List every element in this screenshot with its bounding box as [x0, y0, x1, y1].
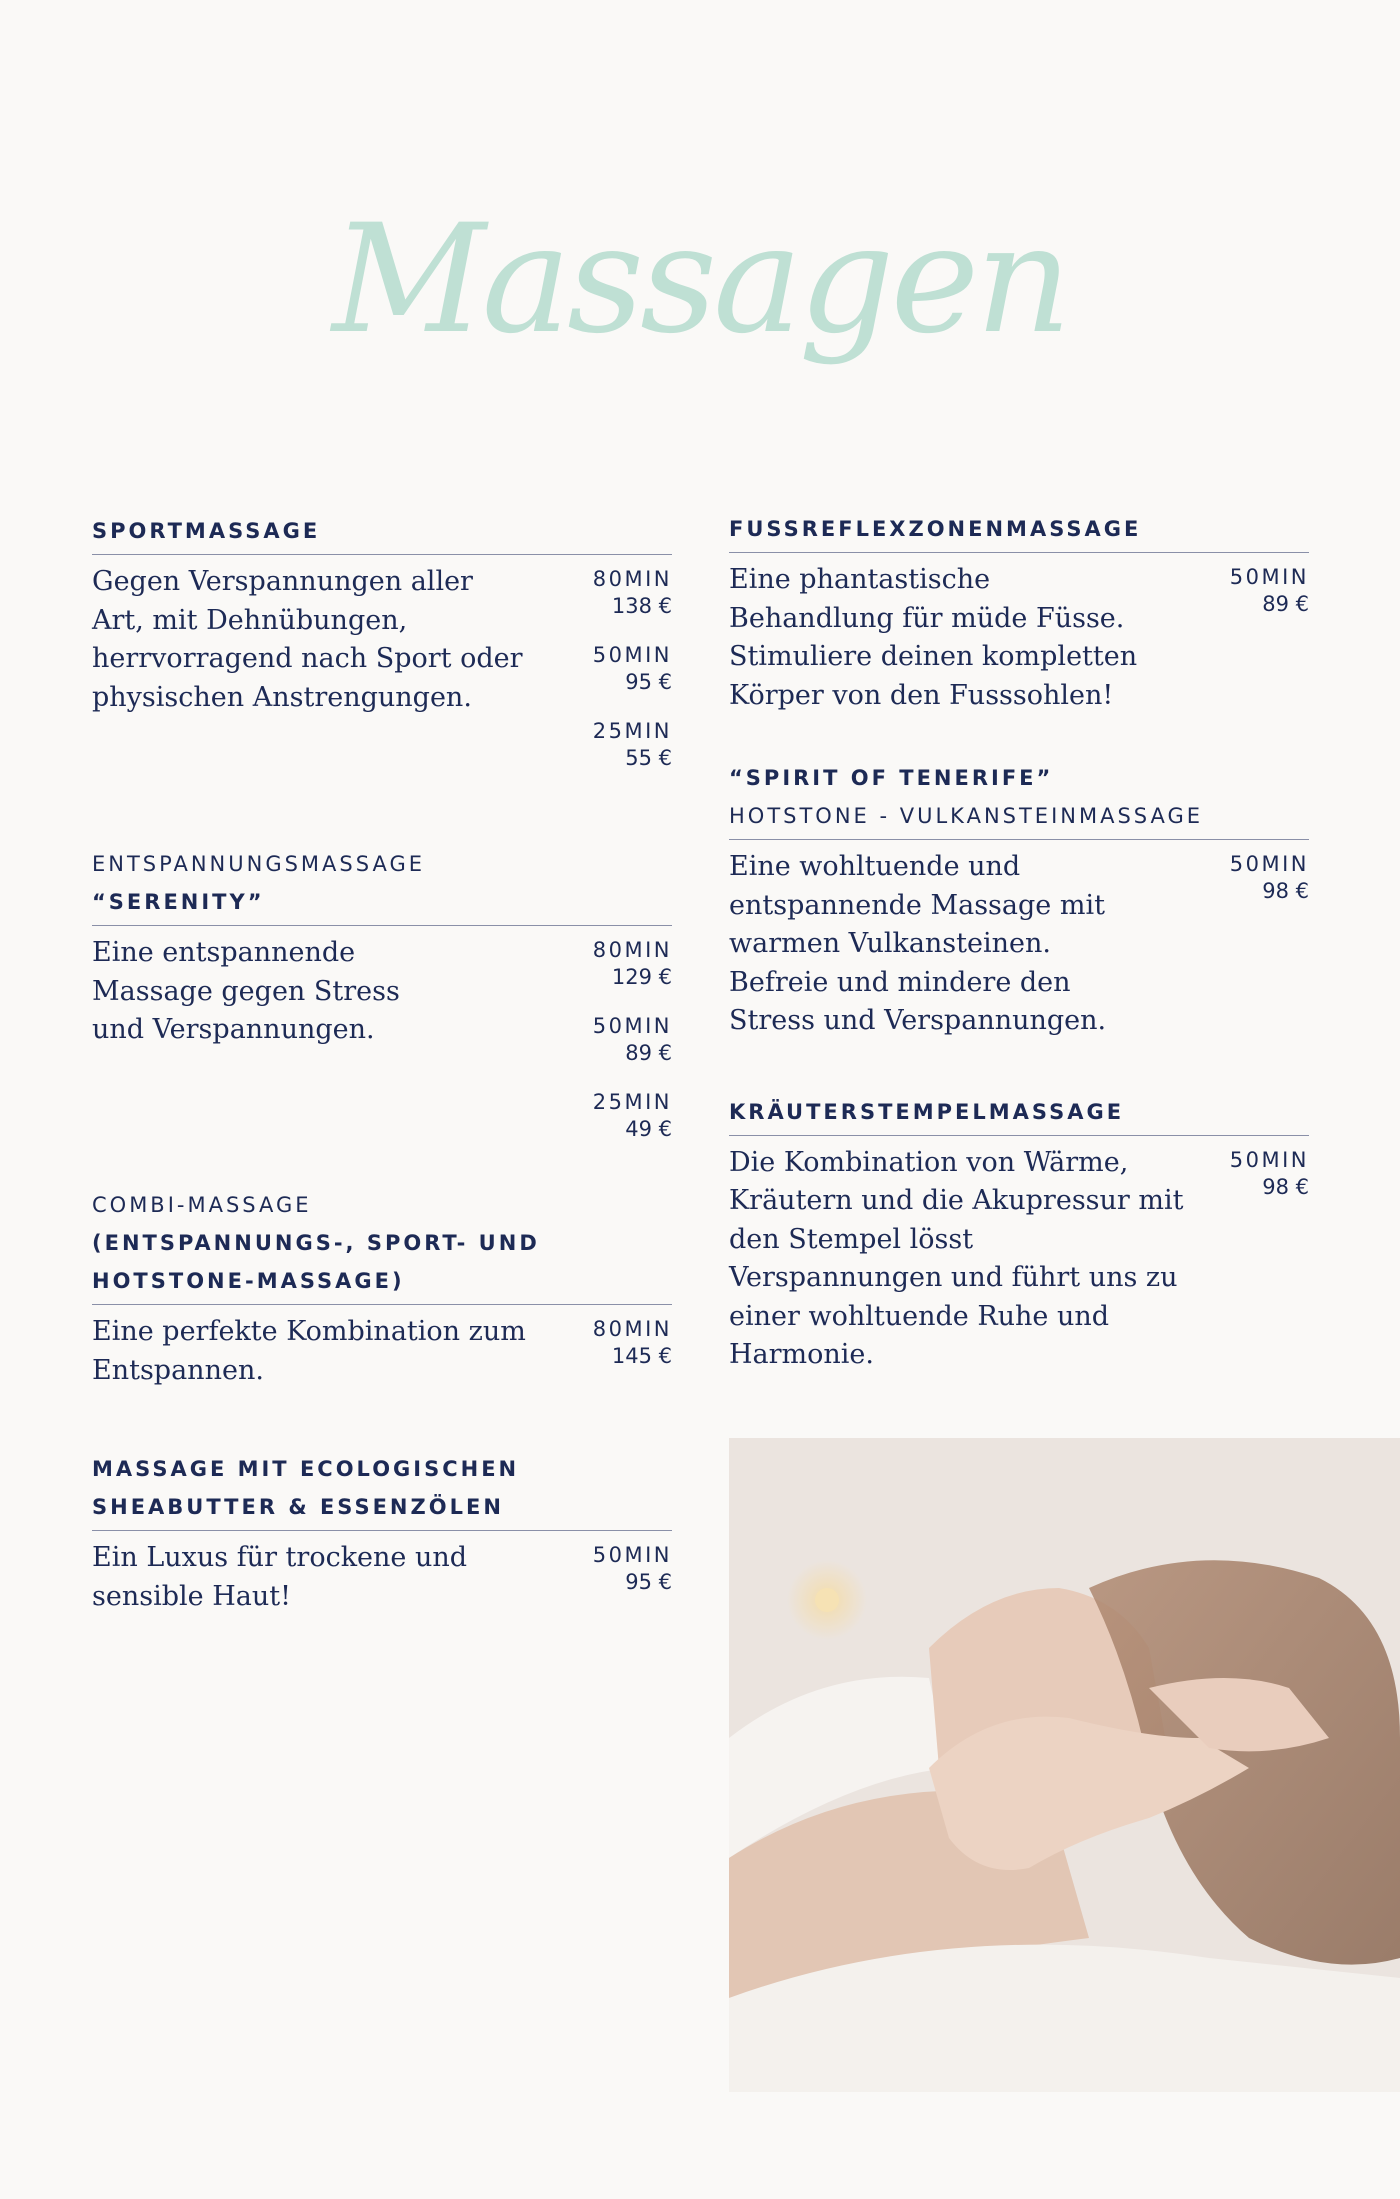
heading-line: FUSSREFLEXZONENMASSAGE: [729, 517, 1142, 541]
price: 129 €: [611, 965, 672, 989]
section-heading: [92, 845, 672, 921]
price-item: [593, 718, 672, 771]
section-heading: [92, 1450, 672, 1526]
duration: 25MIN: [592, 1090, 672, 1114]
section-sheabutter-massage: [92, 1450, 672, 1616]
heading-line: MASSAGE MIT ECOLOGISCHEN: [92, 1457, 520, 1481]
duration: 25MIN: [592, 719, 672, 743]
divider: [729, 552, 1309, 553]
heading-line: “SPIRIT OF TENERIFE”: [729, 766, 1054, 790]
price-item: [1230, 1147, 1309, 1200]
duration: 50MIN: [1229, 565, 1309, 589]
divider: [729, 1135, 1309, 1136]
description: Eine wohltuende und entspannende Massage mit warmen Vulkansteinen. Befreie und mindere den Stress und Verspannungen.: [729, 851, 1107, 1036]
section-body: [92, 563, 672, 771]
section-heading: [729, 510, 1309, 548]
price: 145 €: [611, 1344, 672, 1368]
price-item: [593, 566, 672, 619]
heading-line: (ENTSPANNUNGS-, SPORT- UND: [92, 1231, 540, 1255]
description: Eine phantastische Behandlung für müde Füsse. Stimuliere deinen kompletten Körper von den Fusssohlen!: [729, 564, 1138, 711]
section-body: [729, 1144, 1309, 1375]
price-list: [593, 1542, 672, 1616]
price-item: [593, 1013, 672, 1066]
price-list: [1230, 851, 1309, 1041]
massage-illustration: [729, 1438, 1400, 2092]
price: 49 €: [625, 1117, 672, 1141]
section-body: [92, 934, 672, 1142]
section-body: [92, 1539, 672, 1616]
price: 95 €: [625, 1570, 672, 1594]
price: 95 €: [625, 670, 672, 694]
heading-line: HOTSTONE-MASSAGE): [92, 1269, 405, 1293]
divider: [729, 839, 1309, 840]
heading-line: SPORTMASSAGE: [92, 519, 321, 543]
heading-line: SHEABUTTER & ESSENZÖLEN: [92, 1495, 504, 1519]
price: 55 €: [625, 746, 672, 770]
section-heading: [92, 1186, 672, 1300]
description: Eine perfekte Kombination zum Entspannen.: [92, 1316, 526, 1386]
heading-line: ENTSPANNUNGSMASSAGE: [92, 852, 425, 876]
price: 89 €: [1262, 592, 1309, 616]
duration: 50MIN: [592, 1014, 672, 1038]
price-item: [1230, 564, 1309, 617]
price-list: [1230, 564, 1309, 715]
heading-line: KRÄUTERSTEMPELMASSAGE: [729, 1099, 1125, 1124]
price-item: [1230, 851, 1309, 904]
section-combi-massage: [92, 1186, 672, 1390]
price-list: [593, 937, 672, 1142]
section-body: [729, 848, 1309, 1041]
price: 89 €: [625, 1041, 672, 1065]
divider: [92, 1530, 672, 1531]
price-item: [593, 1089, 672, 1142]
duration: 50MIN: [1229, 852, 1309, 876]
section-kraeuterstempelmassage: [729, 1093, 1309, 1375]
left-column: [92, 512, 672, 1616]
price-list: [593, 566, 672, 771]
price: 98 €: [1262, 1174, 1309, 1199]
description: Eine entspannende Massage gegen Stress und Verspannungen.: [92, 937, 400, 1045]
section-entspannungsmassage: [92, 845, 672, 1142]
description: Ein Luxus für trockene und sensible Haut!: [92, 1542, 468, 1612]
section-heading: [729, 759, 1309, 835]
heading-line: HOTSTONE - VULKANSTEINMASSAGE: [729, 804, 1204, 828]
price-list: [1230, 1147, 1309, 1375]
section-sportmassage: [92, 512, 672, 771]
divider: [92, 1304, 672, 1305]
price-list: [593, 1316, 672, 1390]
divider: [92, 554, 672, 555]
description: Gegen Verspannungen aller Art, mit Dehnübungen, herrvorragend nach Sport oder physischen Anstrengungen.: [92, 566, 523, 713]
price: 138 €: [611, 594, 672, 618]
section-fussreflexzonenmassage: [729, 510, 1309, 715]
price-item: [593, 642, 672, 695]
section-body: [92, 1313, 672, 1390]
duration: 50MIN: [1229, 1147, 1309, 1172]
divider: [92, 925, 672, 926]
massage-photo: [729, 1438, 1400, 2092]
page-title: Massagen: [332, 193, 1068, 367]
duration: 80MIN: [592, 1317, 672, 1341]
section-hotstone-massage: [729, 759, 1309, 1041]
price-item: [593, 937, 672, 990]
heading-line: “SERENITY”: [92, 890, 265, 914]
heading-line: COMBI-MASSAGE: [92, 1193, 312, 1217]
price: 98 €: [1262, 879, 1309, 903]
duration: 80MIN: [592, 938, 672, 962]
section-body: [729, 561, 1309, 715]
price-item: [593, 1542, 672, 1595]
description: Die Kombination von Wärme, Kräutern und die Akupressur mit den Stempel lösst Verspannungen und führt uns zu einer wohltuende Ruhe und Harmonie.: [729, 1146, 1184, 1370]
section-heading: [92, 512, 672, 550]
right-column: [729, 510, 1309, 1375]
duration: 50MIN: [592, 643, 672, 667]
duration: 80MIN: [592, 567, 672, 591]
duration: 50MIN: [592, 1543, 672, 1567]
price-item: [593, 1316, 672, 1369]
section-heading: [729, 1093, 1309, 1131]
